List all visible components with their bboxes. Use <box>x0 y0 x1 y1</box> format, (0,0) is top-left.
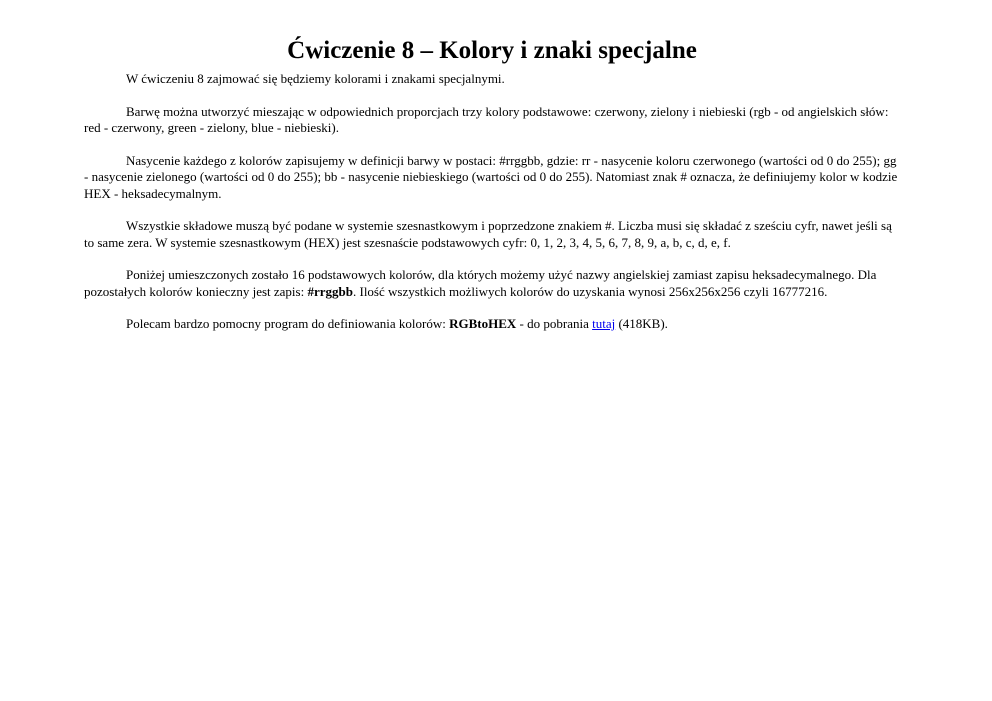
intro-paragraph: W ćwiczeniu 8 zajmować się będziemy kolorami i znakami specjalnymi. <box>126 71 505 86</box>
program-paragraph <box>84 316 900 333</box>
program-text-before: Polecam bardzo pomocny program do definiowania kolorów: <box>126 316 450 331</box>
document-page <box>84 36 900 349</box>
page-title: Ćwiczenie 8 – Kolory i znaki specjalne <box>287 37 697 64</box>
program-text-after: (418KB). <box>615 316 668 331</box>
basic-colors-text-after: . Ilość wszystkich możliwych kolorów do uzyskania wynosi 256x256x256 czyli 16777216. <box>352 283 828 299</box>
saturation-paragraph: Nasycenie każdego z kolorów zapisujemy w definicji barwy w postaci: #rrggbb, gdzie: rr - nasycenie koloru czerwonego (wartości od 0 do 255); gg - nasycenie zielonego (wartości od 0 do 255); bb - nasycenie niebieskiego (wartości od 0 do 255). Natomiast znak # oznacza, że definiujemy kolor w kodzie HEX - heksadecymalnym. <box>84 152 898 201</box>
program-name-bold: RGBtoHEX <box>449 316 517 331</box>
program-text-middle: - do pobrania <box>516 316 593 331</box>
basic-colors-text-before: Poniżej umieszczonych zostało 16 podstawowych kolorów, dla których możemy użyć nazwy angielskiej zamiast zapisu heksadecymalnego. Dla pozostałych kolorów konieczny jest zapis: <box>84 267 877 299</box>
download-link[interactable]: tutaj <box>592 316 616 331</box>
basic-colors-paragraph <box>84 267 900 300</box>
rrggbb-bold: #rrggbb <box>307 283 353 299</box>
hex-digits-paragraph: Wszystkie składowe muszą być podane w systemie szesnastkowym i poprzedzone znakiem #. Liczba musi się składać z sześciu cyfr, nawet jeśli są to same zera. W systemie szesnastkowym (HEX) jest szesnaście podstawowych cyfr: 0, 1, 2, 3, 4, 5, 6, 7, 8, 9, a, b, c, d, e, f. <box>84 218 892 250</box>
rgb-paragraph: Barwę można utworzyć mieszając w odpowiednich proporcjach trzy kolory podstawowe: czerwony, zielony i niebieski (rgb - od angielskich słów: red - czerwony, green - zielony, blue - niebieski). <box>84 103 889 135</box>
